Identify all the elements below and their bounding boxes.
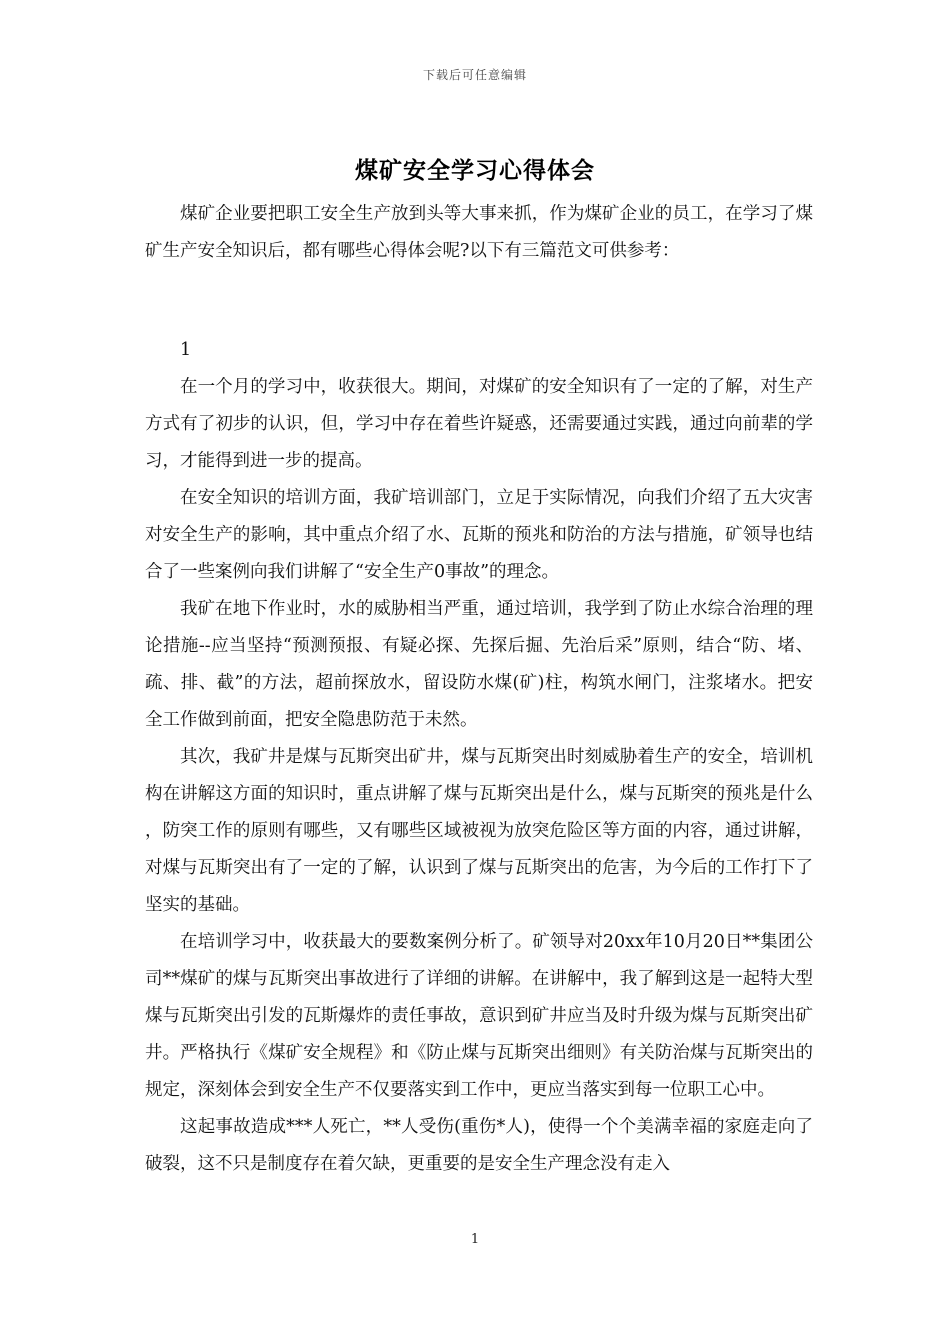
intro-paragraph: 煤矿企业要把职工安全生产放到头等大事来抓，作为煤矿企业的员工，在学习了煤矿生产安全知识后，都有哪些心得体会呢?以下有三篇范文可供参考： [145, 204, 813, 261]
body-paragraph: 其次，我矿井是煤与瓦斯突出矿井，煤与瓦斯突出时刻威胁着生产的安全，培训机构在讲解这方面的知识时，重点讲解了煤与瓦斯突出是什么，煤与瓦斯突的预兆是什么，防突工作的原则有哪些，又有哪些区域被视为放突危险区等方面的内容，通过讲解，对煤与瓦斯突出有了一定的了解，认识到了煤与瓦斯突出的危害，为今后的工作打下了坚实的基础。 [145, 747, 813, 915]
body-paragraph: 在一个月的学习中，收获很大。期间，对煤矿的安全知识有了一定的了解，对生产方式有了初步的认识，但，学习中存在着些许疑惑，还需要通过实践，通过向前辈的学习，才能得到进一步的提高。 [145, 377, 813, 471]
document-body [145, 196, 813, 1183]
body-paragraph: 在培训学习中，收获最大的要数案例分析了。矿领导对20xx年10月20日**集团公司**煤矿的煤与瓦斯突出事故进行了详细的讲解。在讲解中，我了解到这是一起特大型煤与瓦斯突出引发的瓦斯爆炸的责任事故，意识到矿井应当及时升级为煤与瓦斯突出矿井。严格执行《煤矿安全规程》和《防止煤与瓦斯突出细则》有关防治煤与瓦斯突出的规定，深刻体会到安全生产不仅要落实到工作中，更应当落实到每一位职工心中。 [145, 932, 813, 1100]
page-number: 1 [470, 1232, 480, 1247]
header-note: 下载后可任意编辑 [422, 68, 527, 82]
document-title: 煤矿安全学习心得体会 [355, 157, 595, 184]
body-paragraph: 在安全知识的培训方面，我矿培训部门，立足于实际情况，向我们介绍了五大灾害对安全生产的影响，其中重点介绍了水、瓦斯的预兆和防治的方法与措施，矿领导也结合了一些案例向我们讲解了“安全生产0事故”的理念。 [145, 488, 813, 582]
body-paragraph: 这起事故造成***人死亡，**人受伤(重伤*人)，使得一个个美满幸福的家庭走向了破裂，这不只是制度存在着欠缺，更重要的是安全生产理念没有走入 [145, 1117, 813, 1174]
section-number: 1 [180, 340, 192, 360]
body-paragraph: 我矿在地下作业时，水的威胁相当严重，通过培训，我学到了防止水综合治理的理论措施--应当坚持“预测预报、有疑必探、先探后掘、先治后采”原则，结合“防、堵、疏、排、截”的方法，超前探放水，留设防水煤(矿)柱，构筑水闸门，注浆堵水。把安全工作做到前面，把安全隐患防范于未然。 [145, 599, 813, 730]
